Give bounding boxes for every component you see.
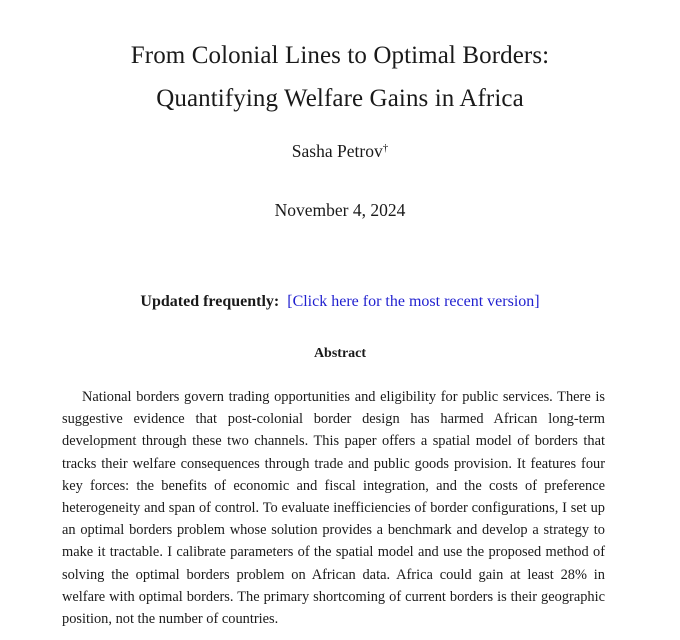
abstract-text: National borders govern trading opportunities and eligibility for public services. There is suggestive evidence that post-colonial border design has harmed African long-term development through these two channels. This paper offers a spatial model of borders that tracks their welfare consequences through trade and public goods provision. It features four key forces: the benefits of economic and fiscal integration, and the costs of preference heterogeneity and span of control. To evaluate inefficiencies of border configurations, I set up an optimal borders problem whose solution provides a benchmark and develop a strategy to make it tractable. I calibrate parameters of the spatial model and use the proposed method of solving the optimal borders problem on African data. Africa could gain at least 28% in welfare with optimal borders. The primary shortcoming of current borders is their geographic position, not the number of countries.: [62, 389, 605, 628]
paper-title-line-2: Quantifying Welfare Gains in Africa: [156, 85, 524, 112]
recent-version-link[interactable]: [Click here for the most recent version]: [287, 293, 540, 310]
paper-title-line-1: From Colonial Lines to Optimal Borders:: [130, 42, 550, 69]
author-line: [0, 139, 680, 163]
abstract-heading: Abstract: [313, 346, 367, 361]
updated-label: Updated frequently:: [140, 293, 280, 310]
paper-date: November 4, 2024: [274, 200, 406, 220]
author-name: Sasha Petrov: [291, 141, 383, 161]
updated-notice: [0, 291, 680, 313]
paper-title: [0, 34, 680, 120]
author-footnote-mark: †: [382, 142, 389, 154]
